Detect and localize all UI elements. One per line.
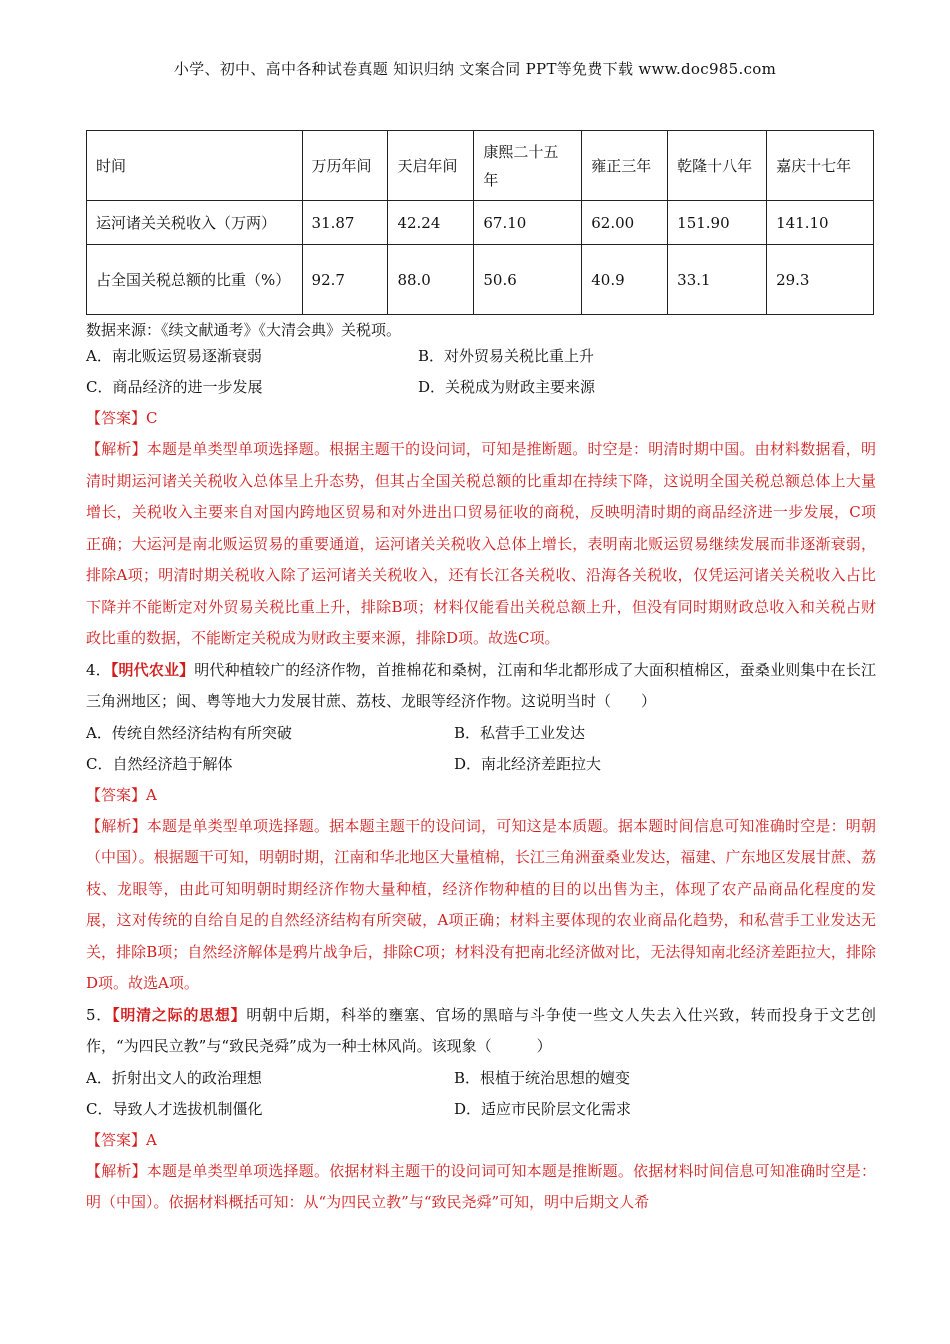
table-header-cell: 天启年间 (388, 131, 474, 201)
table-cell: 33.1 (668, 245, 767, 315)
table-cell: 62.00 (582, 201, 668, 245)
option-c: C．自然经济趋于解体 (86, 754, 233, 773)
table-cell: 67.10 (474, 201, 582, 245)
q4-stem (86, 655, 876, 718)
option-c: C．商品经济的进一步发展 (86, 378, 263, 396)
table-header-cell: 嘉庆十七年 (767, 131, 874, 201)
table-cell: 29.3 (767, 245, 874, 315)
table-header-cell: 雍正三年 (582, 131, 668, 201)
table-header-cell: 康熙二十五年 (474, 131, 582, 201)
q3-options (86, 341, 876, 403)
table-cell: 运河诸关关税收入（万两） (87, 201, 303, 245)
option-b: B．私营手工业发达 (454, 723, 586, 742)
option-a: A．南北贩运贸易逐渐衰弱 (86, 347, 262, 365)
q5-answer: 【答案】A (86, 1130, 157, 1149)
option-d: D．南北经济差距拉大 (454, 754, 602, 773)
option-b: B．根植于统治思想的嬗变 (454, 1068, 631, 1087)
q4-answer: 【答案】A (86, 785, 157, 804)
question-number: 5． (86, 1005, 113, 1024)
table-cell: 31.87 (302, 201, 388, 245)
option-d: D．适应市民阶层文化需求 (454, 1099, 632, 1118)
q5-options (86, 1063, 876, 1125)
option-b: B．对外贸易关税比重上升 (418, 347, 595, 365)
table-row (87, 245, 874, 315)
table-cell: 42.24 (388, 201, 474, 245)
question-number: 4． (86, 660, 111, 679)
table-cell: 92.7 (302, 245, 388, 315)
q3-answer: 【答案】C (86, 409, 158, 427)
topic-tag: 【明清之际的思想】 (112, 1005, 247, 1024)
table-cell: 88.0 (388, 245, 474, 315)
table-header-cell: 万历年间 (302, 131, 388, 201)
option-a: A．传统自然经济结构有所突破 (86, 723, 292, 742)
table-cell: 占全国关税总额的比重（%） (87, 245, 303, 315)
table-cell: 151.90 (668, 201, 767, 245)
page-header: 小学、初中、高中各种试卷真题 知识归纳 文案合同 PPT等免费下载 www.doc985.com (173, 60, 777, 78)
table-cell: 40.9 (582, 245, 668, 315)
q4-analysis: 【解析】本题是单类型单项选择题。据本题主题干的设问词，可知这是本质题。据本题时间信息可知准确时空是：明朝（中国）。根据题干可知，明朝时期，江南和华北地区大量植棉，长江三角洲蚕桑业发达，福建、广东地区发展甘蔗、荔枝、龙眼等，由此可知明朝时期经济作物大量种植，经济作物种植的目的以出售为主，体现了农产品商品化程度的发展，这对传统的自给自足的自然经济结构有所突破，A项正确；材料主要体现的农业商品化趋势，和私营手工业发达无关，排除B项；自然经济解体是鸦片战争后，排除C项；材料没有把南北经济做对比，无法得知南北经济差距拉大，排除D项。故选A项。 (86, 816, 876, 992)
table-cell: 141.10 (767, 201, 874, 245)
option-c: C．导致人才选拔机制僵化 (86, 1099, 263, 1118)
question-text: 明朝中后期，科举的壅塞、官场的黑暗与斗争使一些文人失去入仕兴致，转而投身于文艺创作，“为四民立教”与“致民尧舜”成为一种士林风尚。该现象（ ） (86, 1005, 876, 1055)
q5-analysis: 【解析】本题是单类型单项选择题。依据材料主题干的设问词可知本题是推断题。依据材料时间信息可知准确时空是：明（中国）。依据材料概括可知：从“为四民立教”与“致民尧舜”可知，明中后期文人希 (86, 1161, 876, 1211)
table-header-cell: 时间 (87, 131, 303, 201)
q3-analysis: 【解析】本题是单类型单项选择题。根据主题干的设问词，可知是推断题。时空是：明清时期中国。由材料数据看，明清时期运河诸关关税收入总体呈上升态势，但其占全国关税总额的比重却在持续下降，这说明全国关税总额总体上大量增长，关税收入主要来自对国内跨地区贸易和对外进出口贸易征收的商税，反映明清时期的商品经济进一步发展，C项正确；大运河是南北贩运贸易的重要通道，运河诸关关税收入总体上增长，表明南北贩运贸易继续发展而非逐渐衰弱，排除A项；明清时期关税收入除了运河诸关关税收入，还有长江各关税收、沿海各关税收，仅凭运河诸关关税收入占比下降并不能断定对外贸易关税比重上升，排除B项；材料仅能看出关税总额上升，但没有同时期财政总收入和关税占财政比重的数据，不能断定关税成为财政主要来源，排除D项。故选C项。 (86, 440, 876, 647)
table-row (87, 201, 874, 245)
question-text: 明代种植较广的经济作物，首推棉花和桑树，江南和华北都形成了大面积植棉区，蚕桑业则集中在长江三角洲地区；闽、粤等地大力发展甘蔗、荔枝、龙眼等经济作物。这说明当时（ ） (86, 660, 876, 710)
table-header-row (87, 131, 874, 201)
document-body (86, 130, 876, 1219)
table-cell: 50.6 (474, 245, 582, 315)
option-a: A．折射出文人的政治理想 (86, 1068, 262, 1087)
topic-tag: 【明代农业】 (110, 660, 195, 679)
tax-data-table (86, 130, 874, 315)
table-header-cell: 乾隆十八年 (668, 131, 767, 201)
option-d: D．关税成为财政主要来源 (418, 378, 596, 396)
data-source-note: 数据来源：《续文献通考》《大清会典》关税项。 (86, 321, 402, 339)
q5-stem (86, 1000, 876, 1063)
q4-options (86, 718, 876, 780)
